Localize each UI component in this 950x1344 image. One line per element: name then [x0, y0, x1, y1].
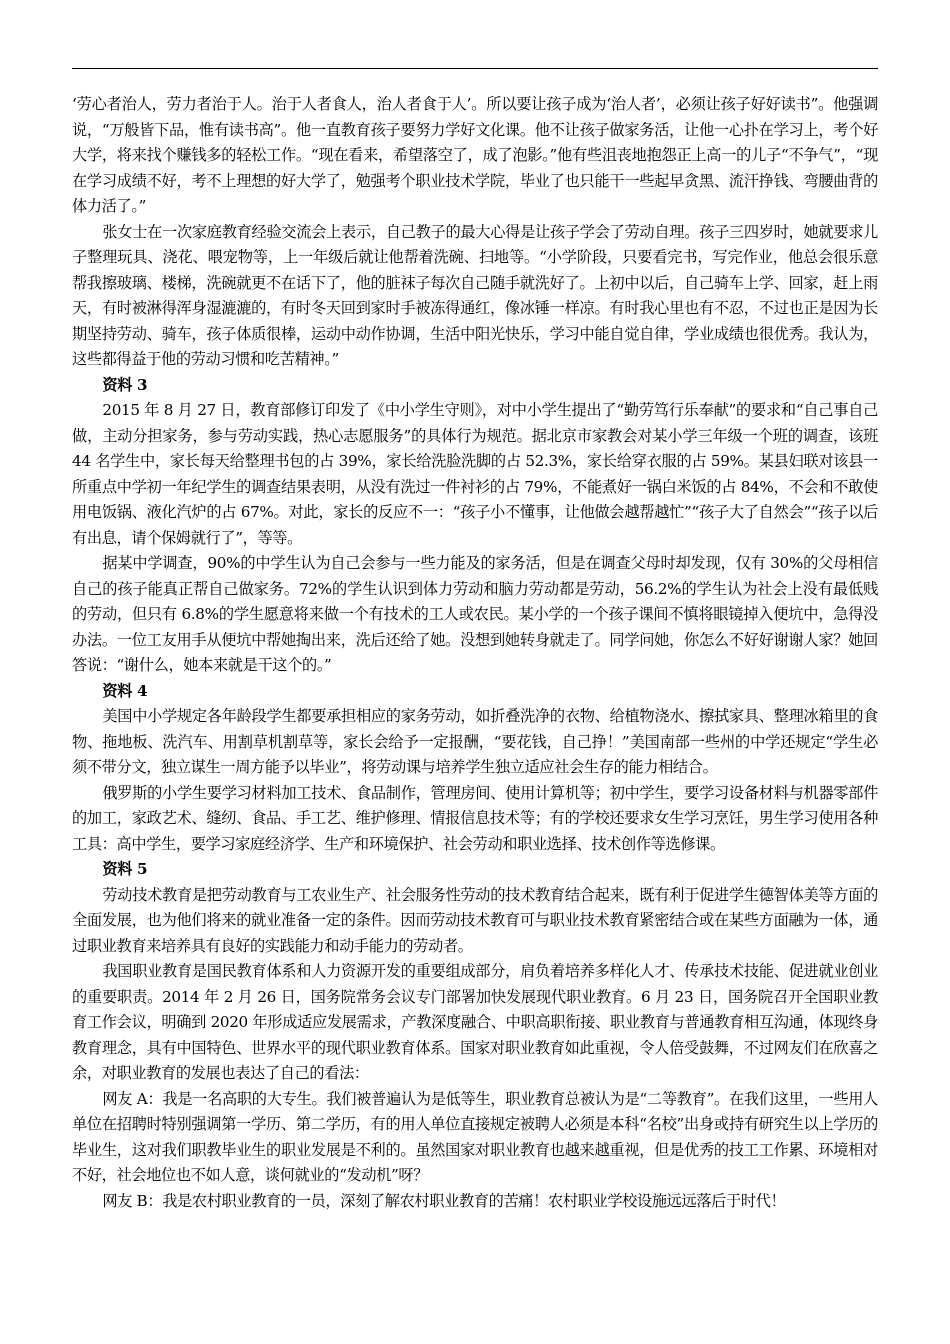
section-heading-material-5: 资料 5	[102, 860, 148, 878]
paragraph-us-schools: 美国中小学规定各年龄段学生都要承担相应的家务劳动，如折叠洗净的衣物、给植物浇水、擦拭家具、整理冰箱里的食物、拖地板、洗汽车、用割草机割草等，家长会给予一定报酬，“要花钱，自己挣！”美国南部一些州的中学还规定“学生必须不带分文，独立谋生一周方能予以毕业”，将劳动课与培养学生独立适应社会生存的能力相结合。	[72, 707, 878, 776]
paragraph-labor-tech-education: 劳动技术教育是把劳动教育与工农业生产、社会服务性劳动的技术教育结合起来，既有利于促进学生德智体美等方面的全面发展，也为他们将来的就业准备一定的条件。因而劳动技术教育可与职业技术教育紧密结合或在某些方面融为一体，通过职业教育来培养具有良好的实践能力和动手能力的劳动者。	[72, 885, 878, 955]
header-rule	[72, 68, 878, 69]
document-body	[72, 92, 878, 1214]
section-heading-material-3: 资料 3	[102, 375, 148, 394]
paragraph-russia-schools: 俄罗斯的小学生要学习材料加工技术、食品制作，管理房间、使用计算机等；初中学生，要学习设备材料与机器零部件的加工，家政艺术、缝纫、食品、手工艺、维护修理、情报信息技术等；有的学校还要求女生学习烹饪，男生学习使用各种工具：高中学生，要学习家庭经济学、生产和环境保护、社会劳动和职业选择、技术创作等选修课。	[72, 783, 878, 853]
paragraph-netizen-b: 网友 B：我是农村职业教育的一员，深刻了解农村职业教育的苦痛！农村职业学校设施远远落后于时代！	[102, 1191, 786, 1210]
paragraph-student-code-survey: 2015 年 8 月 27 日，教育部修订印发了《中小学生守则》，对中小学生提出了“勤劳笃行乐奉献”的要求和“自己事自己做，主动分担家务，参与劳动实践，热心志愿服务”的具体行为规范。据北京市家教会对某小学三年级一个班的调查，该班 44 名学生中，家长每天给整理书包的占 39%，家长给洗脸洗脚的占 52.3%，家长给穿衣服的占 59%。某县妇联对该县一所重点中学初一年纪学生的调查结果表明，从没有洗过一件衬衫的占 79%，不能煮好一锅白米饭的占 84%，不会和不敢使用电饭锅、液化汽炉的占 67%。对此，家长的反应不一：“孩子小不懂事，让他做会越帮越忙”“孩子大了自然会”“孩子以后有出息，请个保姆就行了”，等等。	[72, 401, 878, 547]
paragraph-middle-school-survey: 据某中学调查，90%的中学生认为自己会参与一些力能及的家务活，但是在调查父母时却发现，仅有 30%的父母相信自己的孩子能真正帮自己做家务。72%的学生认识到体力劳动和脑力劳动都是劳动，56.2%的学生认为社会上没有最低贱的劳动，但只有 6.8%的学生愿意将来做一个有技术的工人或农民。某小学的一个孩子课间不慎将眼镜掉入便坑中，急得没办法。一位工友用手从便坑中帮她掏出来，洗后还给了她。没想到她转身就走了。同学问她，你怎么不好好谢谢人家？她回答说：“谢什么，她本来就是干这个的。”	[72, 554, 878, 674]
paragraph-netizen-a: 网友 A：我是一名高职的大专生。我们被普遍认为是低等生，职业教育总被认为是“二等教育”。在我们这里，一些用人单位在招聘时特别强调第一学历、第二学历，有的用人单位直接规定被聘人必须是本科“名校”出身或持有研究生以上学历的毕业生，这对我们职教毕业生的职业发展是不利的。虽然国家对职业教育也越来越重视，但是优秀的技工工作累、环境相对不好，社会地位也不如人意，谈何就业的“发动机”呀？	[72, 1089, 878, 1184]
section-heading-material-4: 资料 4	[102, 681, 148, 700]
paragraph-ms-zhang: 张女士在一次家庭教育经验交流会上表示，自己教子的最大心得是让孩子学会了劳动自理。孩子三四岁时，她就要求儿子整理玩具、浇花、喂宠物等，上一年级后就让他帮着洗碗、扫地等。“小学阶段，只要看完书，写完作业，他总会很乐意帮我擦玻璃、楼梯，洗碗就更不在话下了，他的脏袜子每次自己随手就洗好了。上初中以后，自己骑车上学、回家，赶上雨天，有时被淋得浑身湿漉漉的，有时冬天回到家时手被冻得通红，像冰锤一样凉。有时我心里也有不忍，不过也正是因为长期坚持劳动、骑车，孩子体质很棒，运动中动作协调，生活中阳光快乐，学习中能自觉自律，学业成绩也很优秀。我认为，这些都得益于他的劳动习惯和吃苦精神。”	[72, 222, 878, 368]
paragraph-vocational-education: 我国职业教育是国民教育体系和人力资源开发的重要组成部分，肩负着培养多样化人才、传承技术技能、促进就业创业的重要职责。2014 年 2 月 26 日，国务院常务会议专门部署加快发展现代职业教育。6 月 23 日，国务院召开全国职业教育工作会议，明确到 2020 年形成适应发展需求，产教深度融合、中职高职衔接、职业教育与普通教育相互沟通，体现终身教育理念，具有中国特色、世界水平的现代职业教育体系。国家对职业教育如此重视，令人倍受鼓舞，不过网友们在欣喜之余，对职业教育的发展也表达了自己的看法：	[72, 962, 878, 1082]
paragraph-continued-quote: ‘劳心者治人，劳力者治于人。治于人者食人，治人者食于人’。所以要让孩子成为‘治人者’，必须让孩子好好读书”。他强调说，“万般皆下品，惟有读书高”。他一直教育孩子要努力学好文化课。他不让孩子做家务活，让他一心扑在学习上，考个好大学，将来找个赚钱多的轻松工作。“现在看来，希望落空了，成了泡影。”他有些沮丧地抱怨正上高一的儿子“不争气”，“现在学习成绩不好，考不上理想的好大学了，勉强考个职业技术学院，毕业了也只能干一些起早贪黑、流汗挣钱、弯腰曲背的体力活了。”	[72, 95, 878, 215]
